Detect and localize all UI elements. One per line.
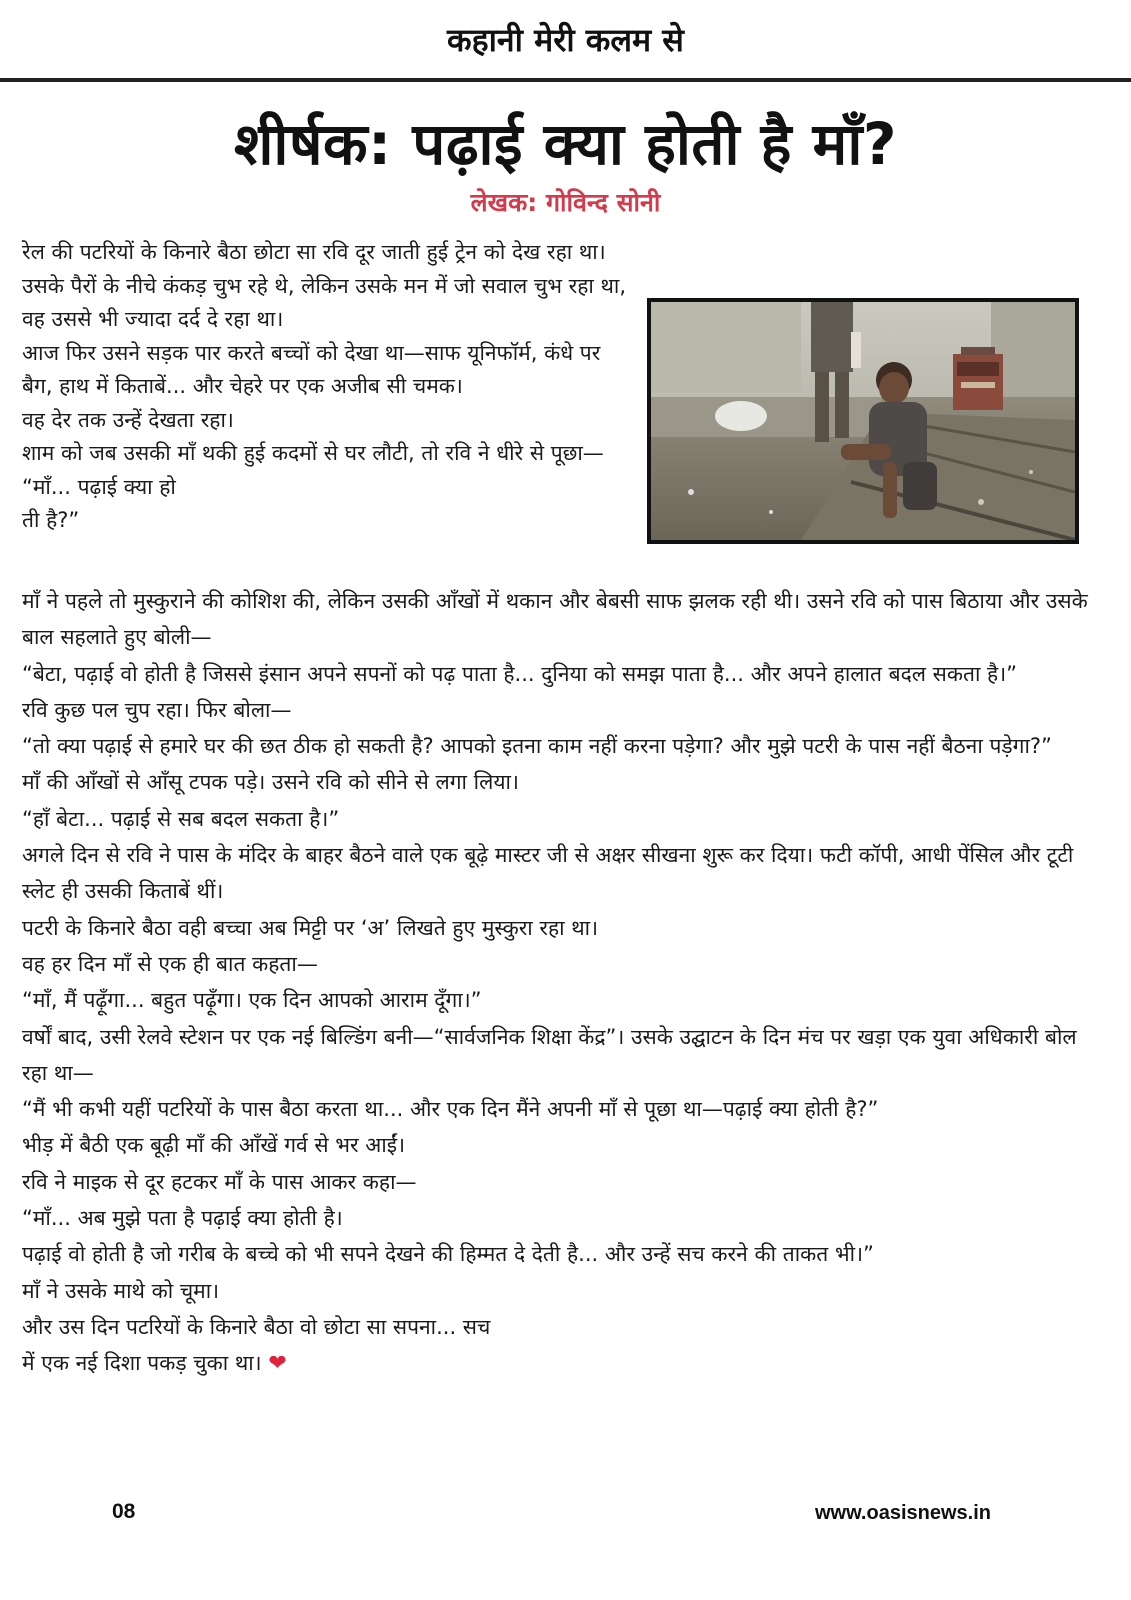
website-url: www.oasisnews.in bbox=[815, 1502, 991, 1524]
intro-text bbox=[22, 236, 627, 538]
paragraph: शाम को जब उसकी माँ थकी हुई कदमों से घर लौटी, तो रवि ने धीरे से पूछा— bbox=[22, 441, 604, 465]
paragraph: वर्षों बाद, उसी रेलवे स्टेशन पर एक नई बिल्डिंग बनी—“सार्वजनिक शिक्षा केंद्र”। उसके उद्घाटन के दिन मंच पर खड़ा एक युवा अधिकारी बोल रहा था— bbox=[22, 1024, 1077, 1085]
paragraph: ती है?” bbox=[22, 508, 80, 532]
paragraph: माँ की आँखों से आँसू टपक पड़े। उसने रवि को सीने से लगा लिया। bbox=[22, 770, 519, 795]
author-byline: लेखक: गोविन्द सोनी bbox=[470, 188, 661, 217]
paragraph: “तो क्या पढ़ाई से हमारे घर की छत ठीक हो सकती है? आपको इतना काम नहीं करना पड़ेगा? और मुझे पटरी के पास नहीं बैठना पड़ेगा?” bbox=[22, 734, 1052, 759]
heart-icon: ❤ bbox=[268, 1351, 287, 1377]
paragraph: “मैं भी कभी यहीं पटरियों के पास बैठा करता था... और एक दिन मैंने अपनी माँ से पूछा था—पढ़ाई क्या होती है?” bbox=[22, 1097, 879, 1122]
paragraph: माँ ने पहले तो मुस्कुराने की कोशिश की, लेकिन उसकी आँखों में थकान और बेबसी साफ झलक रही थी। उसने रवि को पास बिठाया और उसके बाल सहलाते हुए बोली— bbox=[22, 589, 1088, 650]
story-body bbox=[22, 583, 1107, 1383]
paragraph: रवि कुछ पल चुप रहा। फिर बोला— bbox=[22, 697, 292, 722]
paragraph: रवि ने माइक से दूर हटकर माँ के पास आकर कहा— bbox=[22, 1169, 417, 1194]
paragraph: वह देर तक उन्हें देखता रहा। bbox=[22, 407, 234, 432]
paragraph bbox=[22, 1345, 1107, 1382]
paragraph: वह हर दिन माँ से एक ही बात कहता— bbox=[22, 951, 318, 976]
page-number: 08 bbox=[112, 1500, 136, 1523]
header-rule bbox=[0, 78, 1131, 82]
paragraph: भीड़ में बैठी एक बूढ़ी माँ की आँखें गर्व से भर आईं। bbox=[22, 1133, 406, 1158]
paragraph: रेल की पटरियों के किनारे बैठा छोटा सा रवि दूर जाती हुई ट्रेन को देख रहा था। उसके पैरों के नीचे कंकड़ चुभ रहे थे, लेकिन उसके मन में जो सवाल चुभ रहा था, वह उससे भी ज्यादा दर्द दे रहा था। bbox=[22, 240, 627, 331]
paragraph: “माँ... पढ़ाई क्या हो bbox=[22, 474, 176, 499]
paragraph: “माँ, मैं पढ़ूँगा... बहुत पढ़ूँगा। एक दिन आपको आराम दूँगा।” bbox=[22, 988, 482, 1013]
paragraph: “हाँ बेटा... पढ़ाई से सब बदल सकता है।” bbox=[22, 806, 340, 831]
closing-line: में एक नई दिशा पकड़ चुका था। bbox=[22, 1351, 262, 1376]
paragraph: और उस दिन पटरियों के किनारे बैठा वो छोटा सा सपना... सच bbox=[22, 1314, 491, 1339]
paragraph: “बेटा, पढ़ाई वो होती है जिससे इंसान अपने सपनों को पढ़ पाता है... दुनिया को समझ पाता है... और अपने हालात बदल सकता है।” bbox=[22, 661, 1018, 686]
section-title: कहानी मेरी कलम से bbox=[447, 21, 684, 59]
paragraph: पढ़ाई वो होती है जो गरीब के बच्चे को भी सपने देखने की हिम्मत दे देती है... और उन्हें सच करने की ताकत भी।” bbox=[22, 1242, 874, 1267]
story-title: शीर्षक: पढ़ाई क्या होती है माँ? bbox=[233, 110, 898, 178]
paragraph: अगले दिन से रवि ने पास के मंदिर के बाहर बैठने वाले एक बूढ़े मास्टर जी से अक्षर सीखना शुरू कर दिया। फटी कॉपी, आधी पेंसिल और टूटी स्लेट ही उसकी किताबें थीं। bbox=[22, 843, 1074, 904]
paragraph: माँ ने उसके माथे को चूमा। bbox=[22, 1278, 220, 1303]
paragraph: आज फिर उसने सड़क पार करते बच्चों को देखा था—साफ यूनिफॉर्म, कंधे पर बैग, हाथ में किताबें... और चेहरे पर एक अजीब सी चमक। bbox=[22, 340, 601, 398]
paragraph: पटरी के किनारे बैठा वही बच्चा अब मिट्टी पर ‘अ’ लिखते हुए मुस्कुरा रहा था। bbox=[22, 915, 599, 940]
paragraph: “माँ... अब मुझे पता है पढ़ाई क्या होती है। bbox=[22, 1206, 343, 1231]
story-photo bbox=[647, 298, 1079, 544]
